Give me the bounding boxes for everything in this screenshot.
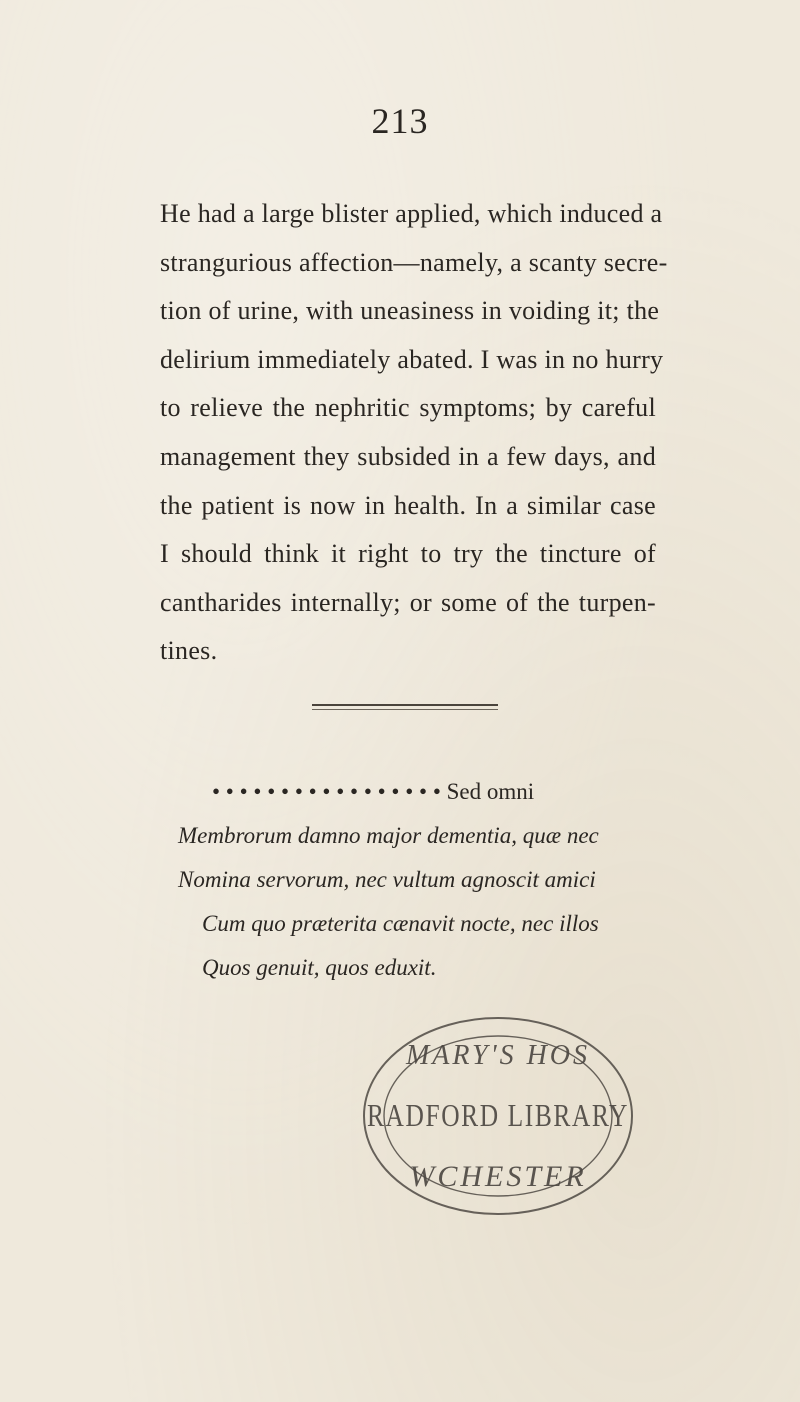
verse-lead-dots: • • • • • • • • • • • • • • • • • [212,779,441,804]
prose-line: management they subsided in a few days, and [160,441,656,471]
stamp-top-text: MARY'S HOS [405,1040,591,1071]
prose-line: delirium immediately abated. I was in no hurry [160,344,664,374]
page-number: 213 [371,101,429,141]
prose-line: tines. [160,636,218,666]
prose-line: He had a large blister applied, which induced a [160,199,663,228]
stamp-middle-text: RADFORD LIBRARY [367,1097,629,1133]
section-divider [312,704,498,706]
verse-line: Cum quo præterita cænavit nocte, nec illos [202,911,599,936]
verse-line-text: Sed omni [446,779,535,804]
prose-line: the patient is now in health. In a similar case [160,490,656,520]
verse-line: Membrorum damno major dementia, quæ nec [178,823,599,848]
prose-paragraph [160,190,668,676]
verse-line [178,770,658,814]
verse-line: Nomina servorum, nec vultum agnoscit amici [178,867,596,892]
library-stamp [346,1010,800,1246]
verse-line: Quos genuit, quos eduxit. [202,955,437,980]
prose-line: I should think it right to try the tincture of [160,539,656,569]
prose-line: tion of urine, with uneasiness in voiding it; the [160,296,660,326]
prose-line: to relieve the nephritic symptoms; by careful [160,393,656,423]
prose-line: strangurious affection—namely, a scanty secre- [160,247,668,277]
stamp-bottom-text: WCHESTER [409,1160,587,1193]
prose-line: cantharides internally; or some of the turpen- [160,587,656,617]
latin-verse-quote [178,770,658,990]
